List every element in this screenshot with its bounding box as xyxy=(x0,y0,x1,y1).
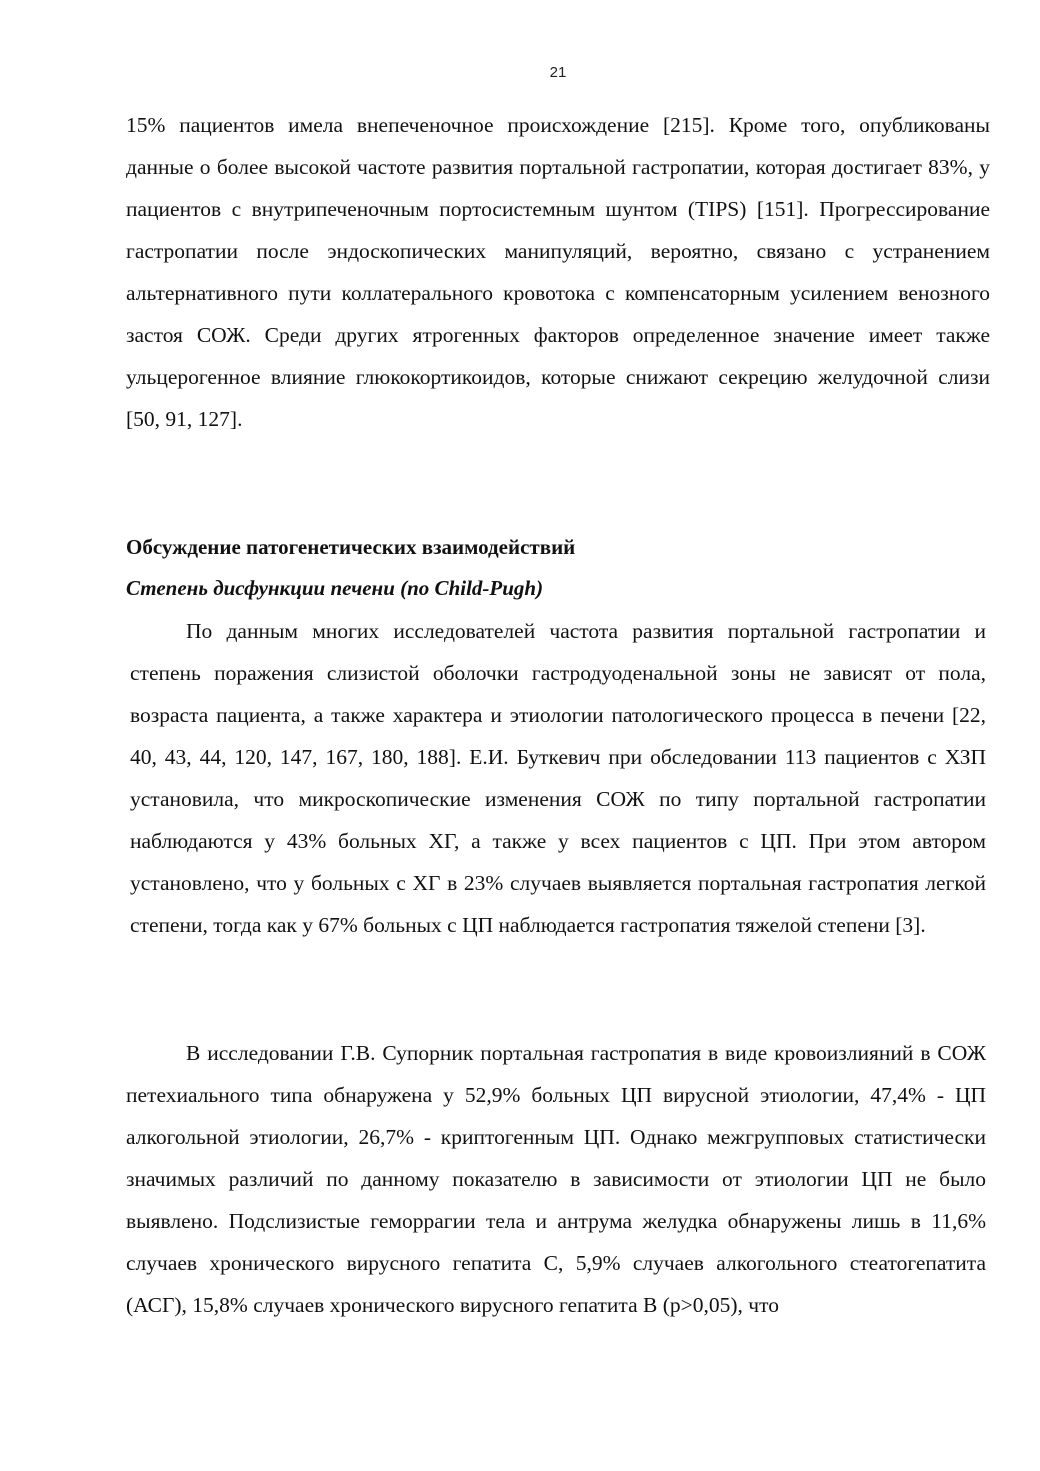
body-paragraph-2: По данным многих исследователей частота развития портальной гастропатии и степень поражения слизистой оболочки гастродуоденальной зоны не зависят от пола, возраста пациента, а также характера и этиологии патологического процесса в печени [22, 40, 43, 44, 120, 147, 167, 180, 188]. Е.И. Буткевич при обследовании 113 пациентов с ХЗП установила, что микроскопические изменения СОЖ по типу портальной гастропатии наблюдаются у 43% больных ХГ, а также у всех пациентов с ЦП. При этом автором установлено, что у больных с ХГ в 23% случаев выявляется портальная гастропатия легкой степени, тогда как у 67% больных с ЦП наблюдается гастропатия тяжелой степени [3]. xyxy=(130,619,986,937)
body-paragraph-3: В исследовании Г.В. Супорник портальная гастропатия в виде кровоизлияний в СОЖ петехиального типа обнаружена у 52,9% больных ЦП вирусной этиологии, 47,4% - ЦП алкогольной этиологии, 26,7% - криптогенным ЦП. Однако межгрупповых статистически значимых различий по данному показателю в зависимости от этиологии ЦП не было выявлено. Подслизистые геморрагии тела и антрума желудка обнаружены лишь в 11,6% случаев хронического вирусного гепатита С, 5,9% случаев алкогольного стеатогепатита (АСГ), 15,8% случаев хронического вирусного гепатита В (p>0,05), что xyxy=(126,1041,986,1317)
section-subheading: Степень дисфункции печени (по Child-Pugh) xyxy=(126,576,544,600)
body-paragraph-1: 15% пациентов имела внепеченочное происхождение [215]. Кроме того, опубликованы данные о более высокой частоте развития портальной гастропатии, которая достигает 83%, у пациентов с внутрипеченочным портосистемным шунтом (TIPS) [151]. Прогрессирование гастропатии после эндоскопических манипуляций, вероятно, связано с устранением альтернативного пути коллатерального кровотока с компенсаторным усилением венозного застоя СОЖ. Среди других ятрогенных факторов определенное значение имеет также ульцерогенное влияние глюкокортикоидов, которые снижают секрецию желудочной слизи [50, 91, 127]. xyxy=(126,113,990,431)
page-number: 21 xyxy=(549,64,567,81)
section-heading: Обсуждение патогенетических взаимодействий xyxy=(126,535,576,559)
